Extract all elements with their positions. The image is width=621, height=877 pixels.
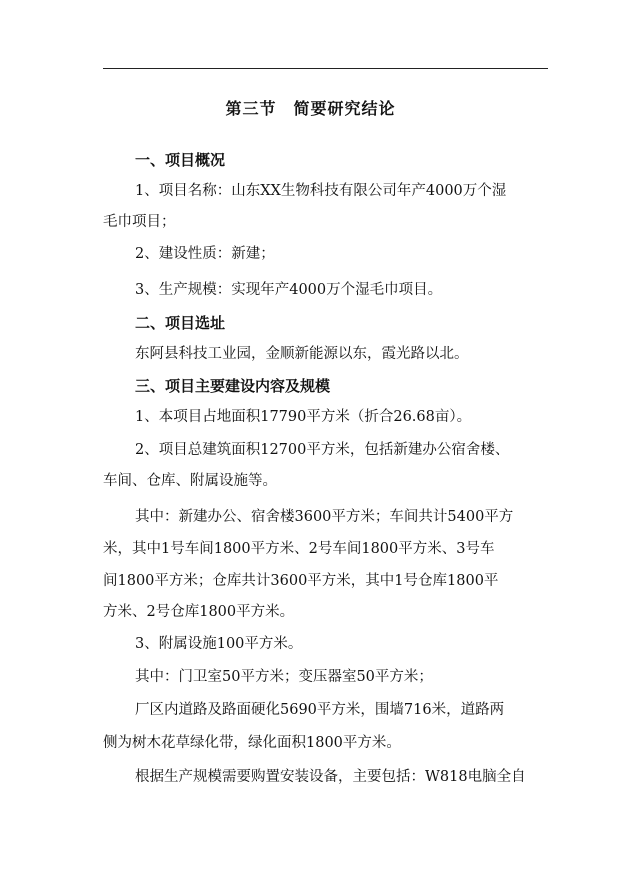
text-line: 米，其中1号车间1800平方米、2号车间1800平方米、3号车 [103,541,495,557]
text-line: 间1800平方米；仓库共计3600平方米，其中1号仓库1800平 [103,573,499,589]
text-line: 东阿县科技工业园，金顺新能源以东，霞光路以北。 [135,346,469,362]
text-line: 根据生产规模需要购置安装设备，主要包括：W818电脑全自 [135,769,526,785]
text-line: 车间、仓库、附属设施等。 [103,473,277,489]
text-line: 3、附属设施100平方米。 [135,636,303,652]
text-line: 3、生产规模：实现年产4000万个湿毛巾项目。 [135,282,443,298]
text-line: 其中：门卫室50平方米；变压器室50平方米； [135,669,433,685]
section-heading: 三、项目主要建设内容及规模 [135,377,331,395]
text-line: 2、项目总建筑面积12700平方米，包括新建办公宿舍楼、 [135,442,510,458]
text-line: 厂区内道路及路面硬化5690平方米，围墙716米，道路两 [135,702,505,718]
text-line: 2、建设性质：新建； [135,246,275,262]
text-line: 毛巾项目； [103,214,176,230]
section-heading: 二、项目选址 [135,314,226,332]
section-heading: 一、项目概况 [135,151,226,169]
text-line: 其中：新建办公、宿舍楼3600平方米；车间共计5400平方 [135,509,514,525]
section-title: 第三节 简要研究结论 [225,99,396,118]
header-rule [103,68,548,69]
text-line: 1、本项目占地面积17790平方米（折合26.68亩）。 [135,409,472,425]
text-line: 方米、2号仓库1800平方米。 [103,604,295,620]
text-line: 侧为树木花草绿化带，绿化面积1800平方米。 [103,735,401,751]
text-line: 1、项目名称：山东XX生物科技有限公司年产4000万个湿 [135,183,507,199]
